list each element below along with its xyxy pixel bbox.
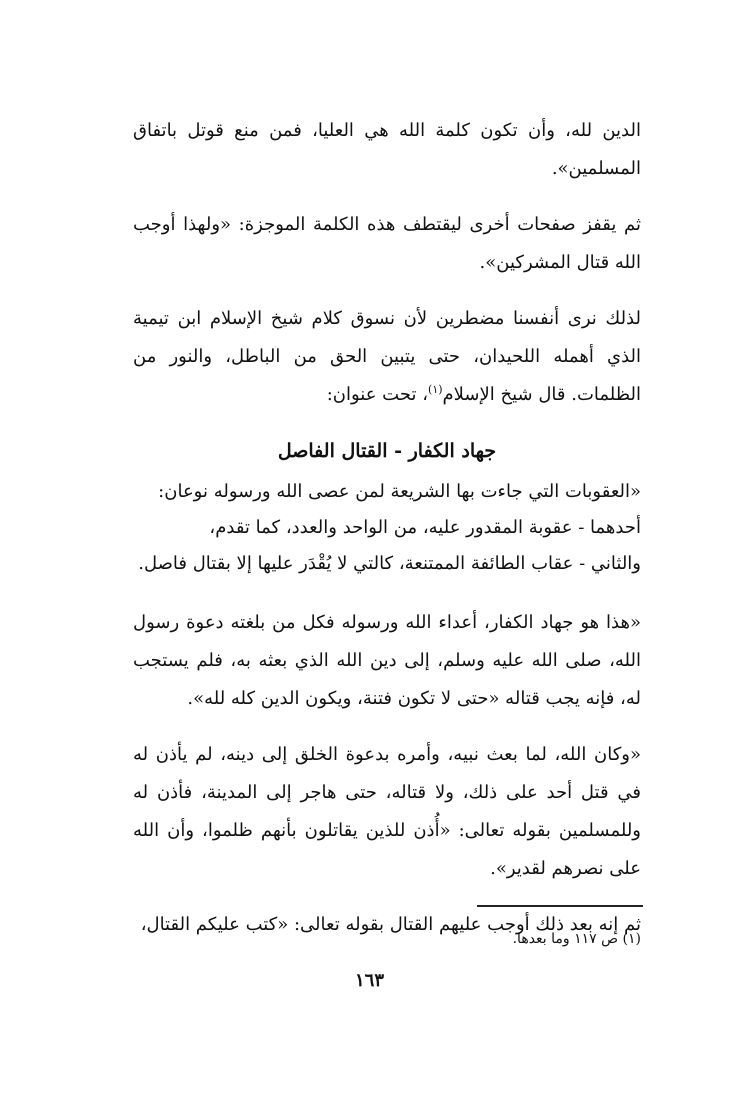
quote-line-2: أحدهما - عقوبة المقدور عليه، من الواحد والعدد، كما تقدم، xyxy=(209,517,641,538)
footnote: (١) ص ١١٧ وما بعدها. xyxy=(512,931,641,947)
paragraph-6: ثم إنه بعد ذلك أوجب عليهم القتال بقوله تعالى: «كتب عليكم القتال، xyxy=(140,914,641,935)
paragraph-3-text: لذلك نرى أنفسنا مضطرين لأن نسوق كلام شيخ الإسلام ابن تيمية الذي أهمله اللحيدان، حتى يتبين الحق من الباطل، والنور من الظلمات. قال شيخ الإسلام xyxy=(133,308,642,405)
paragraph-4: «هذا هو جهاد الكفار، أعداء الله ورسوله فكل من بلغته دعوة رسول الله، صلى الله عليه وسلم، إلى دين الله الذي بعثه به، فلم يستجب له، فإنه يجب قتاله «حتى لا تكون فتنة، ويكون الدين كله لله». xyxy=(133,612,641,709)
quote-line-1: «العقوبات التي جاءت بها الشريعة لمن عصى الله ورسوله نوعان: xyxy=(158,481,641,502)
quote-block xyxy=(133,474,641,582)
page-number: ١٦٣ xyxy=(354,970,384,991)
paragraph-3 xyxy=(133,300,641,414)
paragraph-1: الدين لله، وأن تكون كلمة الله هي العليا، فمن منع قوتل باتفاق المسلمين». xyxy=(133,120,641,179)
footnote-marker[interactable]: (١) xyxy=(428,383,443,396)
quote-line-3: والثاني - عقاب الطائفة الممتنعة، كالتي لا يُقْدَر عليها إلا بقتال فاصل. xyxy=(138,553,641,574)
paragraph-3-tail: ، تحت عنوان: xyxy=(326,384,429,405)
page-body xyxy=(133,112,641,962)
footnote-divider xyxy=(477,905,643,907)
section-heading: جهاد الكفار - القتال الفاصل xyxy=(277,440,497,462)
paragraph-2: ثم يقفز صفحات أخرى ليقتطف هذه الكلمة الموجزة: «ولهذا أوجب الله قتال المشركين». xyxy=(133,214,642,273)
paragraph-5: «وكان الله، لما بعث نبيه، وأمره بدعوة الخلق إلى دينه، لم يأذن له في قتل أحد على ذلك، ولا قتاله، حتى هاجر إلى المدينة، فأذن له وللمسلمين بقوله تعالى: «أُذن للذين يقاتلون بأنهم ظلموا، وأن الله على نصرهم لقدير». xyxy=(133,744,641,879)
